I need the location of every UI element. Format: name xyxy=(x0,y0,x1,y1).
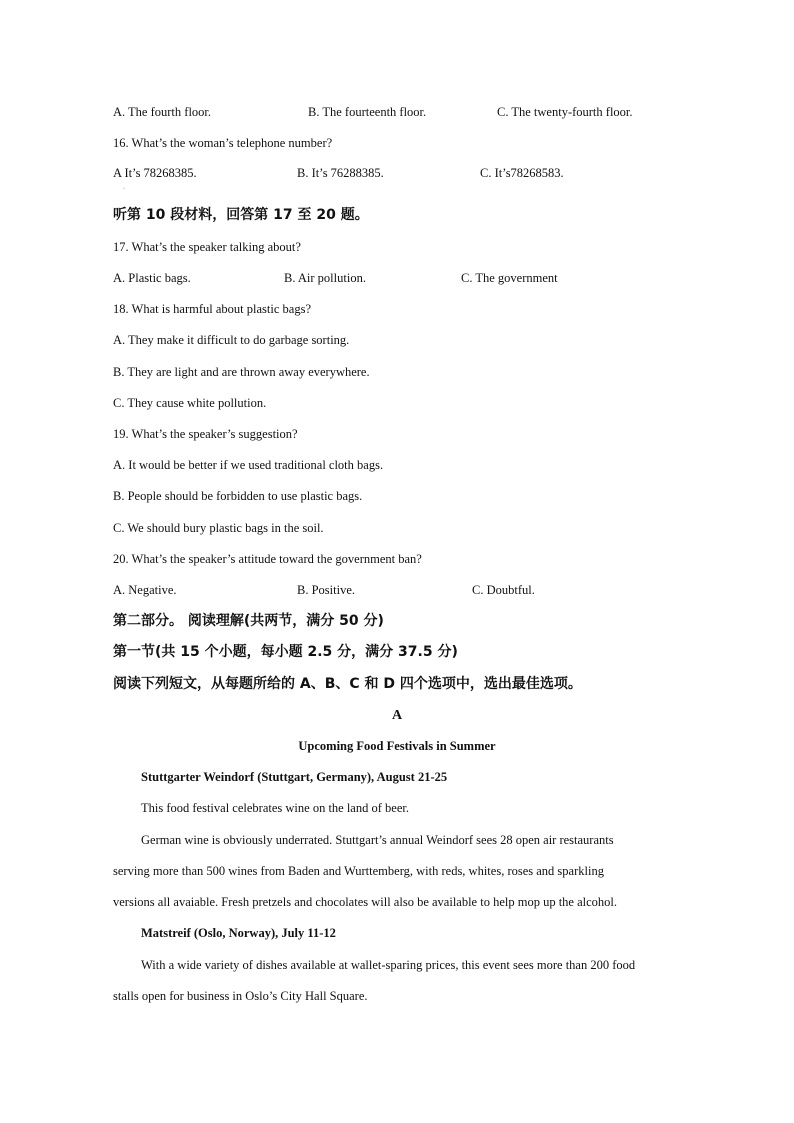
q19-option-a: A. It would be better if we used traditional cloth bags. xyxy=(113,458,384,472)
q20-question: 20. What’s the speaker’s attitude toward the government ban? xyxy=(113,552,422,566)
festival1-intro: This food festival celebrates wine on the land of beer. xyxy=(141,801,409,815)
q17-option-c: C. The government xyxy=(461,271,558,285)
festival1-name: Stuttgarter Weindorf (Stuttgart, Germany), August 21-25 xyxy=(141,770,448,784)
q16-option-c: C. It’s78268583. xyxy=(480,166,564,180)
q15-option-b: B. The fourteenth floor. xyxy=(308,105,427,119)
festival2-line1: With a wide variety of dishes available at wallet-sparing prices, this event sees more than 200 food xyxy=(141,958,636,972)
q19-question: 19. What’s the speaker’s suggestion? xyxy=(113,427,298,441)
q15-option-a: A. The fourth floor. xyxy=(113,105,212,119)
festival2-line2: stalls open for business in Oslo’s City Hall Square. xyxy=(113,989,368,1003)
q16-option-b: B. It’s 76288385. xyxy=(297,166,384,180)
festival1-line3: versions all avaiable. Fresh pretzels and chocolates will also be available to help mop up the alcohol. xyxy=(113,895,618,909)
passage-letter: A xyxy=(391,708,403,723)
reading-instructions: 阅读下列短文，从每题所给的 A、B、C 和 D 四个选项中，选出最佳选项。 xyxy=(113,676,582,692)
festival2-name: Matstreif (Oslo, Norway), July 11-12 xyxy=(141,926,336,940)
section1-heading: 第一节(共 15 个小题，每小题 2.5 分，满分 37.5 分) xyxy=(113,644,458,660)
q17-option-a: A. Plastic bags. xyxy=(113,271,191,285)
q20-option-b: B. Positive. xyxy=(297,583,355,597)
q18-option-b: B. They are light and are thrown away everywhere. xyxy=(113,365,370,379)
q19-option-c: C. We should bury plastic bags in the soil. xyxy=(113,521,324,535)
q18-option-c: C. They cause white pollution. xyxy=(113,396,267,410)
q16-question: 16. What’s the woman’s telephone number? xyxy=(113,136,333,150)
q20-option-a: A. Negative. xyxy=(113,583,177,597)
q17-question: 17. What’s the speaker talking about? xyxy=(113,240,301,254)
part2-heading: 第二部分。 阅读理解(共两节，满分 50 分) xyxy=(113,613,384,629)
stray-dot: · xyxy=(123,186,125,192)
passage-title: Upcoming Food Festivals in Summer xyxy=(298,739,496,753)
q18-question: 18. What is harmful about plastic bags? xyxy=(113,302,311,316)
festival1-line2: serving more than 500 wines from Baden and Wurttemberg, with reds, whites, roses and sparkling xyxy=(113,864,604,878)
q18-option-a: A. They make it difficult to do garbage sorting. xyxy=(113,333,350,347)
q16-option-a: A It’s 78268385. xyxy=(113,166,197,180)
q17-option-b: B. Air pollution. xyxy=(284,271,366,285)
section10-heading: 听第 10 段材料，回答第 17 至 20 题。 xyxy=(113,207,369,223)
q20-option-c: C. Doubtful. xyxy=(472,583,535,597)
festival1-line1: German wine is obviously underrated. Stuttgart’s annual Weindorf sees 28 open air restaurants xyxy=(141,833,614,847)
q19-option-b: B. People should be forbidden to use plastic bags. xyxy=(113,489,363,503)
q15-option-c: C. The twenty-fourth floor. xyxy=(497,105,633,119)
